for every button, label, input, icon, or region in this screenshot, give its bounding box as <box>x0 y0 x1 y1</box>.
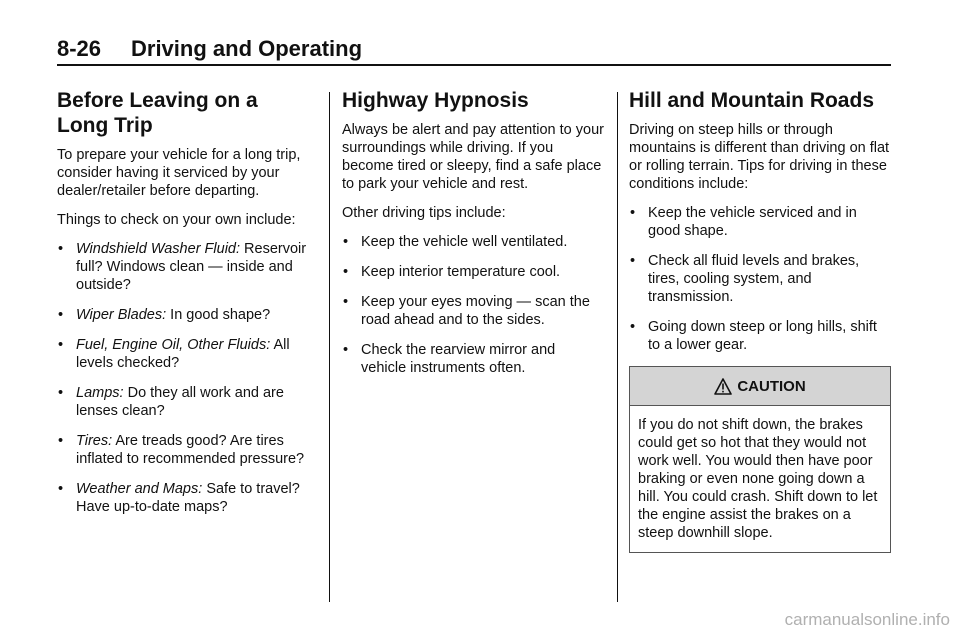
watermark: carmanualsonline.info <box>784 610 950 629</box>
column-divider <box>329 92 330 602</box>
bullet-icon: • <box>343 342 349 358</box>
list-item: • Fuel, Engine Oil, Other Fluids: All levels checked? <box>58 337 290 371</box>
list-item: • Weather and Maps: Safe to travel? Have up-to-date maps? <box>58 481 300 515</box>
header-rule <box>57 64 891 66</box>
caution-header <box>630 367 890 406</box>
list-item: • Keep your eyes moving — scan the road ahead and to the sides. <box>343 294 590 328</box>
heading-long-trip: Before Leaving on a Long Trip <box>57 89 258 137</box>
bullet-icon: • <box>630 319 636 335</box>
page-header <box>57 36 891 62</box>
bullet-icon: • <box>58 337 64 353</box>
column-hill-mountain-roads <box>629 88 891 553</box>
paragraph: Other driving tips include: <box>342 205 506 221</box>
paragraph: Always be alert and pay attention to your surroundings while driving. If you become tired or sleepy, find a safe place to park your vehicle and rest. <box>342 122 604 192</box>
list-item: • Wiper Blades: In good shape? <box>58 307 271 323</box>
caution-text: If you do not shift down, the brakes could get so hot that they would not work well. You would then have poor braking or even none going down a hill. You could crash. Shift down to let the engine assist the brakes on a steep downhill slope. <box>638 417 878 541</box>
heading-highway-hypnosis: Highway Hypnosis <box>342 89 529 112</box>
list-item: • Lamps: Do they all work and are lenses clean? <box>58 385 284 419</box>
list-item: • Check all fluid levels and brakes, tires, cooling system, and transmission. <box>630 253 860 305</box>
list-item: • Keep interior temperature cool. <box>343 264 561 280</box>
bullet-icon: • <box>58 307 64 323</box>
column-divider <box>617 92 618 602</box>
list-item: • Going down steep or long hills, shift to a lower gear. <box>630 319 877 353</box>
tips-list <box>342 233 604 377</box>
bullet-icon: • <box>343 264 349 280</box>
section-title: Driving and Operating <box>131 36 363 61</box>
column-highway-hypnosis <box>342 88 604 389</box>
warning-triangle-icon <box>714 378 732 395</box>
column-long-trip <box>57 88 319 528</box>
bullet-icon: • <box>630 253 636 269</box>
caution-box <box>629 366 891 553</box>
caution-label: CAUTION <box>737 377 806 395</box>
list-item: • Keep the vehicle serviced and in good shape. <box>630 205 857 239</box>
paragraph: To prepare your vehicle for a long trip, consider having it serviced by your dealer/retailer before departing. <box>57 147 301 199</box>
bullet-icon: • <box>58 385 64 401</box>
bullet-icon: • <box>58 433 64 449</box>
paragraph: Driving on steep hills or through mountains is different than driving on flat or rolling terrain. Tips for driving in these conditions include: <box>629 122 890 192</box>
list-item: • Tires: Are treads good? Are tires inflated to recommended pressure? <box>58 433 305 467</box>
heading-hill-mountain-roads: Hill and Mountain Roads <box>629 89 874 112</box>
paragraph: Things to check on your own include: <box>57 212 296 228</box>
bullet-icon: • <box>343 234 349 250</box>
list-item: • Windshield Washer Fluid: Reservoir full? Windows clean — inside and outside? <box>58 241 307 293</box>
tips-list <box>629 204 891 354</box>
bullet-icon: • <box>630 205 636 221</box>
list-item: • Keep the vehicle well ventilated. <box>343 234 568 250</box>
bullet-icon: • <box>343 294 349 310</box>
bullet-icon: • <box>58 241 64 257</box>
checklist <box>57 240 319 516</box>
bullet-icon: • <box>58 481 64 497</box>
list-item: • Check the rearview mirror and vehicle instruments often. <box>343 342 556 376</box>
page-number: 8-26 <box>57 36 102 61</box>
